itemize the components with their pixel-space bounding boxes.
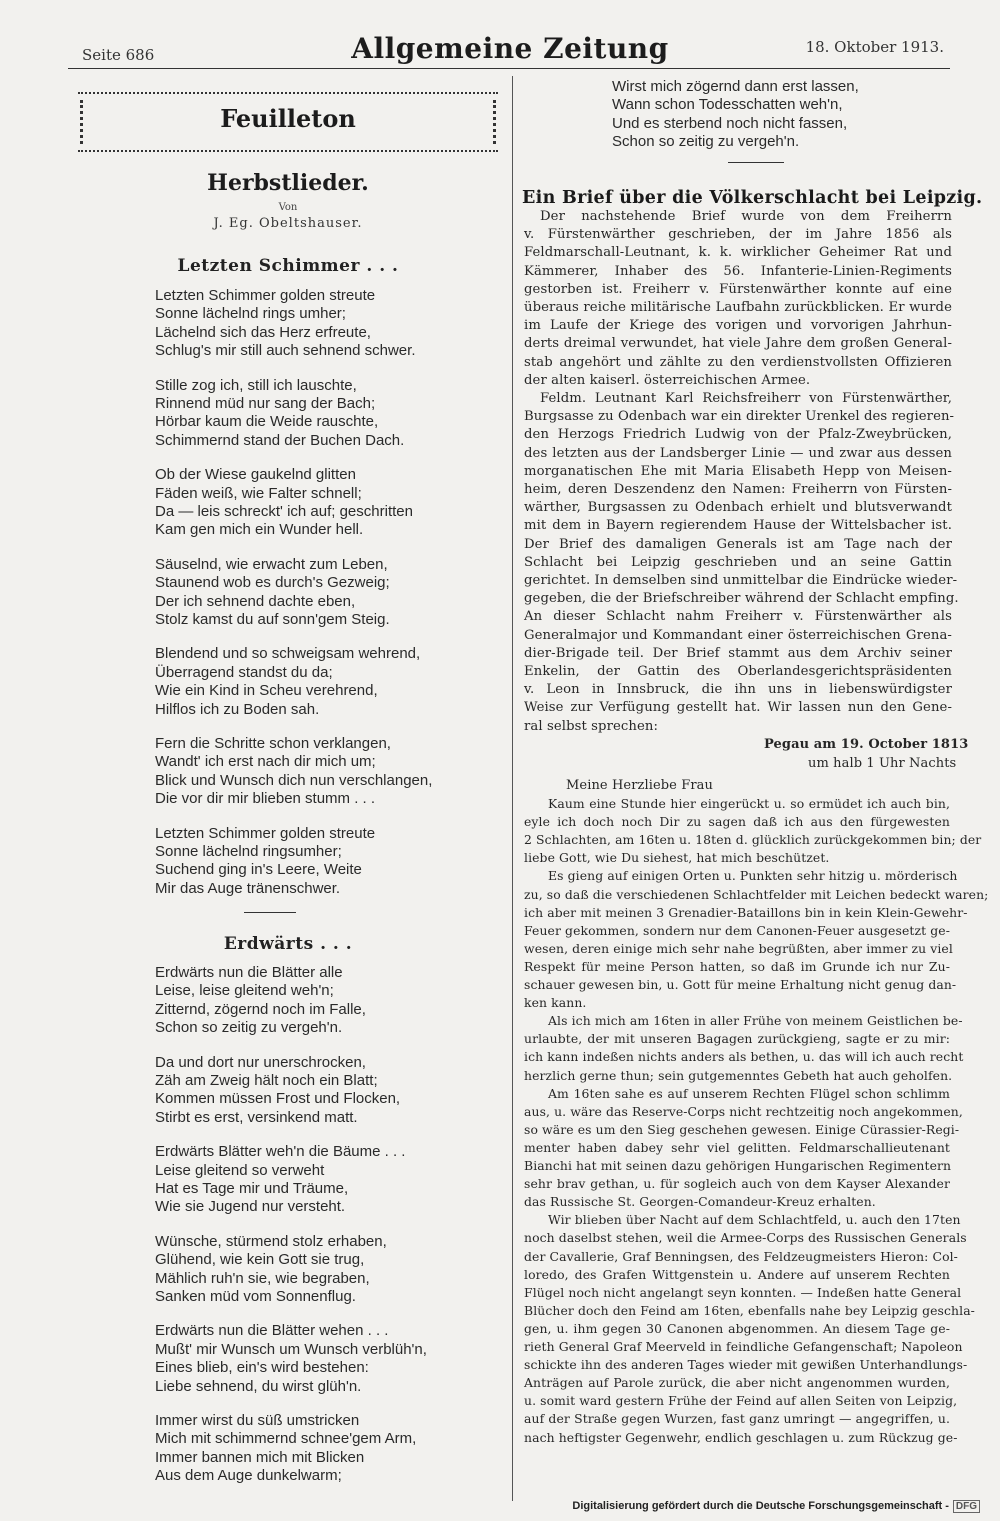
letter-text-line: noch daselbst stehen, weil die Armee-Corps des Russischen Generals [524, 1230, 967, 1246]
letter-text-line: eyle ich doch noch Dir zu sagen daß ich aus den fürgewesten [524, 814, 950, 830]
poem-line: Erdwärts Blätter weh'n die Bäume . . . [155, 1143, 406, 1161]
article-text-line: dier-Brigade teil. Der Brief stammt aus dem Archiv seiner [524, 645, 952, 661]
poem-line: Lächelnd sich das Herz erfreute, [155, 323, 371, 341]
poem-line: Blick und Wunsch dich nun verschlangen, [155, 771, 433, 789]
poem-line: Hat es Tage mir und Träume, [155, 1180, 349, 1197]
article-text-line: Generalmajor und Kommandant einer österreichischen Grena- [524, 627, 952, 643]
letter-text-line: rieth General Graf Meerveld in feindliche Gefangenschaft; Napoleon [524, 1339, 963, 1354]
letter-text-line: 2 Schlachten, am 16ten u. 18ten d. glücklich zurückgekommen bin; der [524, 832, 982, 848]
letter-text-line: Flügel noch nicht angelangt seyn konnten. — Indeßen hatte General [524, 1284, 962, 1300]
issue-date: 18. Oktober 1913. [805, 38, 944, 56]
poem-line: Fern die Schritte schon verklangen, [155, 735, 391, 752]
poem-line: Zitternd, zögernd noch im Falle, [155, 1000, 366, 1018]
letter-text-line: aus, u. wäre das Reserve-Corps nicht rechtzeitig noch angekommen, [524, 1103, 963, 1119]
letter-text-line: u. somit ward gestern Frühe der Feind auf allen Seiten von Leipzig, [524, 1393, 958, 1409]
article-text-line: der alten kaiserl. österreichischen Armee. [524, 372, 811, 388]
article-text-line: An dieser Schlacht nahm Freiherr v. Fürstenwärther als [524, 609, 952, 625]
poem-line: Wie sie Jugend nur versteht. [155, 1198, 346, 1216]
poem-line: Zäh am Zweig hält noch ein Blatt; [155, 1072, 378, 1089]
letter-text-line: Am 16ten sahe es auf unserem Rechten Flügel schon schlimm [548, 1085, 950, 1101]
poem1-title: Letzten Schimmer . . . [177, 256, 399, 276]
poem-line: Aus dem Auge dunkelwarm; [155, 1467, 342, 1485]
letter-text-line: ich aber mit meinen 3 Grenadier-Bataillons bin in kein Klein-Gewehr- [524, 904, 968, 920]
poem-line: Mählich ruh'n sie, wie begraben, [155, 1269, 370, 1287]
letter-text-line: menter haben dabey sehr viel gelitten. Feldmarschallieutenant [524, 1139, 950, 1155]
column-separator [512, 76, 513, 1501]
poem2-title: Erdwärts . . . [223, 934, 353, 954]
letter-time: um halb 1 Uhr Nachts [808, 756, 957, 771]
poem-line: Säuselnd, wie erwacht zum Leben, [155, 555, 388, 573]
poem-line: Leise gleitend so verweht [155, 1161, 325, 1179]
poem-line: Erdwärts nun die Blätter wehen . . . [155, 1322, 389, 1340]
article-text-line: Schlacht bei Leipzig geschrieben und an seine Gattin [524, 554, 952, 570]
poem-line: Schlug's mir still auch sehnend schwer. [155, 342, 416, 360]
article-text-line: Enkelin, der Gattin des Oberlandesgerichtspräsidenten [524, 664, 952, 679]
poem-line: Schimmernd stand der Buchen Dach. [155, 431, 405, 449]
footer-text: Digitalisierung gefördert durch die Deutsche Forschungsgemeinschaft - [572, 1500, 949, 1512]
poem-line: Mich mit schimmernd schnee'gem Arm, [155, 1430, 417, 1448]
poem-line: Überragend standst du da; [155, 663, 333, 681]
poem-line: Hörbar kaum die Weide rauschte, [155, 413, 379, 431]
poem-line: Schon so zeitig zu vergeh'n. [155, 1019, 343, 1037]
header-rule [68, 68, 950, 69]
poem-line: Stille zog ich, still ich lauschte, [155, 376, 357, 394]
article-text-line: den Herzogs Friedrich Ludwig von der Pfalz-Zweybrücken, [524, 427, 952, 443]
poem-line: Mußt' mir Wunsch um Wunsch verblüh'n, [155, 1340, 427, 1358]
section-title: Feuilleton [220, 104, 356, 133]
letter-text-line: Als ich mich am 16ten in aller Frühe von meinem Geistlichen be- [548, 1013, 963, 1029]
poem-line: Glühend, wie kein Gott sie trug, [155, 1251, 365, 1269]
series-title: Herbstlieder. [207, 170, 369, 196]
letter-text-line: herzlich gerne thun; sein gutgemenntes Gebeth hat auch geholfen. [524, 1067, 953, 1083]
letter-text-line: Feuer gekommen, sondern nur dem Canonen-Feuer ausgesetzt ge- [524, 922, 950, 938]
poem-line: Kommen müssen Frost und Flocken, [155, 1090, 401, 1108]
letter-text-line: Es gieng auf einigen Orten u. Punkten sehr hitzig u. mörderisch [548, 868, 958, 884]
letter-text-line: gen, u. ihm gegen 30 Canonen abgenommen. An diesem Tage ge- [524, 1320, 950, 1336]
poem-line: Sonne lächelnd rings umher; [155, 305, 346, 323]
poem-line: Letzten Schimmer golden streute [155, 824, 376, 842]
poem-line: Hilflos ich zu Boden sah. [155, 700, 320, 718]
article-text-line: v. Leon in Innsbruck, die ihn uns in liebenswürdigster [524, 682, 952, 698]
letter-text-line: Wir blieben über Nacht auf dem Schlachtfeld, u. auch den 17ten [548, 1212, 961, 1228]
article-text-line: ral selbst sprechen: [524, 718, 659, 734]
poem-divider [244, 912, 296, 913]
author-name: J. Eg. Obeltshauser. [213, 216, 363, 231]
letter-text-line: ich kann indeßen nichts anders als bethen, u. das will ich auch recht [524, 1049, 964, 1065]
article-text-line: wärther, Burgsassen zu Odenbach erhielt und blutsverwandt [524, 500, 952, 516]
page-number: Seite 686 [82, 46, 155, 64]
poem-line: Immer bannen mich mit Blicken [155, 1448, 365, 1466]
letter-text-line: Bianchi hat mit seinen dazu gehörigen Hungarischen Regimentern [524, 1158, 952, 1173]
letter-text-line: wesen, deren einige mich sehr nahe begrüßten, aber immer zu viel [524, 940, 953, 956]
article-text-line: überaus reiche militärische Laufbahn zurückblicken. Er wurde [524, 300, 952, 315]
article-text-line: im Laufe der Kriege des vorigen und vorvorigen Jahrhun- [524, 318, 952, 334]
poem-line: Schon so zeitig zu vergeh'n. [612, 133, 800, 151]
article-text-line: stab angehört und zählte zu den verdienstvollsten Offizieren [524, 354, 952, 370]
dfg-logo: DFG [953, 1500, 980, 1513]
letter-text-line: so wäre es um den Sieg geschehen gewesen. Einige Cürassier-Regi- [524, 1121, 960, 1137]
feuilleton-banner [78, 92, 498, 152]
letter-text-line: urlaubte, der mit unseren Bagagen zurückgieng, sagte er zu mir: [524, 1031, 950, 1047]
article-text-line: gerichtet. In demselben sind unmittelbar die Eindrücke wieder- [524, 573, 958, 588]
article-text-line: Burgsasse zu Odenbach war ein direkter Urenkel des regieren- [524, 409, 955, 425]
poem-line: Wandt' ich erst nach dir mich um; [155, 753, 376, 771]
article-text-line: heim, deren Deszendenz den Namen: Freiherrn von Fürsten- [524, 482, 952, 497]
poem-line: Liebe sehnend, du wirst glüh'n. [155, 1377, 362, 1395]
poem-line: Und es sterbend noch nicht fassen, [612, 114, 848, 132]
article-text-line: des letzten aus der Landsberger Linie — und zwar aus dessen [524, 445, 952, 461]
letter-text-line: nach heftigster Gegenwehr, endlich geschlagen u. zum Rückzug ge- [524, 1429, 958, 1445]
poem-line: Suchend ging in's Leere, Weite [155, 861, 362, 879]
poem-line: Immer wirst du süß umstricken [155, 1412, 360, 1429]
poem-line: Staunend wob es durch's Gezweig; [155, 574, 390, 592]
poem-line: Mir das Auge tränenschwer. [155, 879, 341, 897]
letter-text-line: schickte ihn des anderen Tages wieder mit gewißen Unterhandlungs- [524, 1357, 968, 1373]
poem-line: Eines blieb, ein's wird bestehen: [155, 1359, 369, 1377]
poem-line: Stolz kamst du auf sonn'gem Steig. [155, 611, 390, 628]
poem-line: Leise, leise gleitend weh'n; [155, 982, 334, 1000]
poem-line: Sonne lächelnd ringsumher; [155, 843, 342, 860]
letter-text-line: Respekt für meine Person hatten, so daß im Grunde ich nur Zu- [524, 958, 950, 974]
byline-von: Von [278, 202, 298, 213]
poem-line: Blendend und so schweigsam wehrend, [155, 645, 421, 663]
letter-place-date: Pegau am 19. October 1813 [764, 737, 969, 752]
letter-text-line: loredo, des Grafen Wittgenstein u. Andere auf unserem Rechten [524, 1266, 950, 1282]
article-text-line: mit dem in Bayern regierendem Hause der Wittelsbacher ist. [524, 518, 952, 534]
poem-line: Sanken müd vom Sonnenflug. [155, 1288, 356, 1305]
letter-text-line: zu, so daß die verschiedenen Schlachtfelder mit Leichen bedeckt waren; [524, 886, 989, 902]
article-text-line: v. Fürstenwärther geschrieben, der im Jahre 1856 als [524, 227, 952, 243]
poem-line: Wirst mich zögernd dann erst lassen, [612, 78, 859, 95]
letter-salutation: Meine Herzliebe Frau [566, 778, 713, 793]
poem-line: Der ich sehnend dachte eben, [155, 592, 356, 610]
letter-text-line: ken kann. [524, 995, 587, 1011]
poem-line: Ob der Wiese gaukelnd glitten [155, 466, 356, 484]
poem-line: Kam gen mich ein Wunder hell. [155, 521, 364, 539]
article-text-line: Kämmerer, Inhaber des 56. Infanterie-Linien-Regiments [524, 263, 952, 279]
article-text-line: Der Brief des damaligen Generals ist am Tage nach der [524, 536, 952, 552]
poem-line: Letzten Schimmer golden streute [155, 287, 376, 304]
article-text-line: Feldm. Leutnant Karl Reichsfreiherr von Fürstenwärther, [540, 391, 952, 406]
letter-text-line: der Cavallerie, Graf Benningsen, des Feldzeugmeisters Hieron: Col- [524, 1248, 958, 1264]
article-text-line: Der nachstehende Brief wurde von dem Freiherrn [540, 209, 952, 224]
poem-line: Da — leis schreckt' ich auf; geschritten [155, 503, 413, 520]
poem-line: Erdwärts nun die Blätter alle [155, 964, 343, 981]
letter-text-line: sehr brav gethan, u. für sogleich auch von dem Kayser Alexander [524, 1176, 950, 1192]
poem-line: Wie ein Kind in Scheu verehrend, [155, 682, 378, 700]
letter-text-line: Kaum eine Stunde hier eingerückt u. so ermüdet ich auch bin, [548, 796, 950, 811]
poem-line: Wann schon Todesschatten weh'n, [612, 96, 843, 114]
poem-line: Rinnend müd nur sang der Bach; [155, 395, 376, 412]
article-text-line: Weise zur Verfügung gestellt hat. Wir lassen nun den Gene- [524, 700, 952, 716]
article-text-line: gegeben, die der Briefschreiber während der Schlacht empfing. [524, 591, 959, 607]
poem-line: Fäden weiß, wie Falter schnell; [155, 484, 362, 502]
poem-line: Die vor dir mir blieben stumm . . . [155, 790, 376, 808]
letter-text-line: liebe Gott, wie Du siehest, hat mich beschützet. [524, 850, 830, 866]
article-text-line: derts dreimal verwundet, hat viele Jahre dem großen General- [524, 336, 952, 352]
letter-text-line: schauer gewesen bin, u. Gott für meine Erhaltung nicht genug dan- [524, 977, 957, 992]
poem-line: Wünsche, stürmend stolz erhaben, [155, 1232, 387, 1250]
poem-end-divider [728, 162, 784, 163]
article-text-line: Feldmarschall-Leutnant, k. k. wirklicher Geheimer Rat und [524, 245, 952, 261]
article-text-line: gestorben ist. Freiherr v. Fürstenwärther konnte auf eine [524, 281, 952, 297]
poem-line: Stirbt es erst, versinkend matt. [155, 1108, 358, 1126]
letter-text-line: Blücher doch den Feind am 16ten, ebenfalls nahe bey Leipzig geschla- [524, 1302, 975, 1318]
letter-text-line: Anträgen auf Parole zurück, die aber nicht angenommen wurden, [524, 1375, 950, 1391]
article-title: Ein Brief über die Völkerschlacht bei Leipzig. [522, 188, 983, 208]
letter-text-line: das Russische St. Georgen-Comandeur-Kreuz erhalten. [524, 1194, 876, 1210]
newspaper-title: Allgemeine Zeitung [351, 32, 669, 65]
letter-text-line: auf der Straße gegen Wurzen, fast ganz umringt — angegriffen, u. [524, 1411, 950, 1427]
article-text-line: morganatischen Ehe mit Maria Elisabeth Hepp von Meisen- [524, 463, 952, 479]
footer-credit [572, 1500, 980, 1513]
poem-line: Da und dort nur unerschrocken, [155, 1053, 366, 1071]
